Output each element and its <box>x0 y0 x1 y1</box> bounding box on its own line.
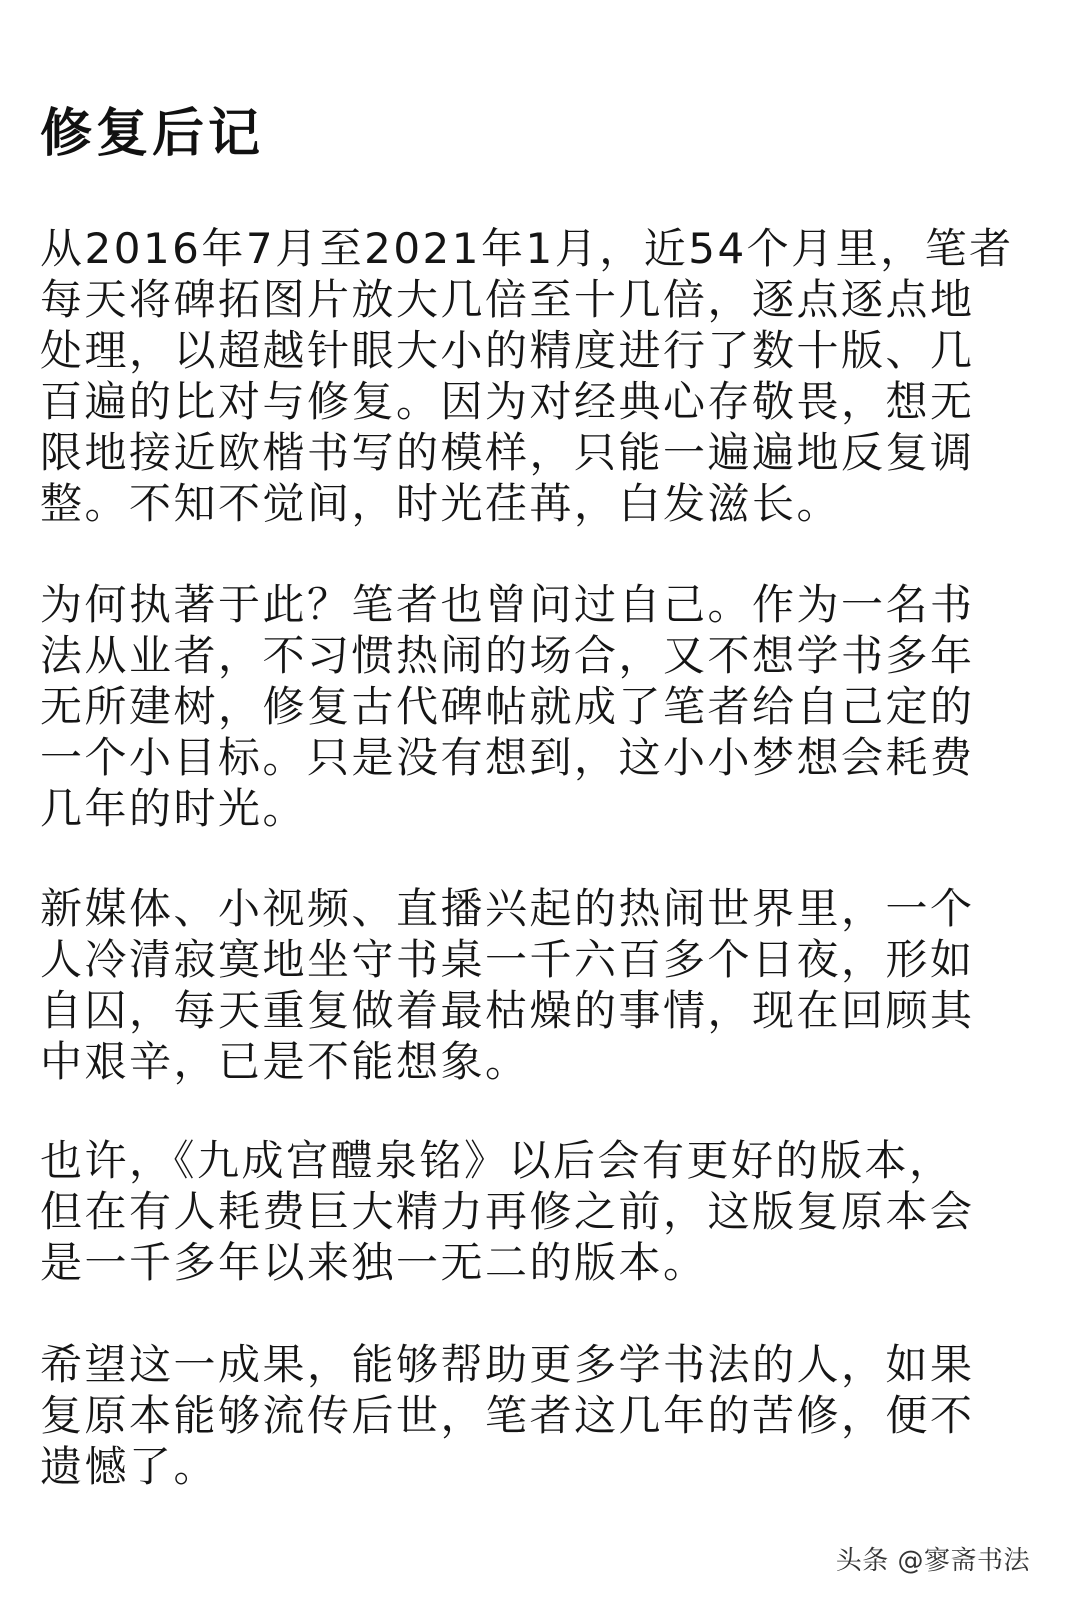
paragraph-4 <box>40 1135 1040 1288</box>
paragraph-1 <box>40 223 1040 529</box>
paragraph-line: 几年的时光。 <box>40 784 308 833</box>
paragraph-line: 每天将碑拓图片放大几倍至十几倍，逐点逐点地 <box>40 275 975 324</box>
paragraph-line: 为何执著于此？笔者也曾问过自己。作为一名书 <box>40 580 975 629</box>
paragraph-line: 百遍的比对与修复。因为对经典心存敬畏，想无 <box>40 377 975 426</box>
paragraph-line: 中艰辛，已是不能想象。 <box>40 1037 530 1086</box>
paragraph-5 <box>40 1339 1040 1492</box>
paragraph-line: 无所建树，修复古代碑帖就成了笔者给自己定的 <box>40 682 975 731</box>
paragraph-line: 希望这一成果，能够帮助更多学书法的人，如果 <box>40 1340 975 1389</box>
paragraph-line: 也许，《九成宫醴泉铭》以后会有更好的版本， <box>40 1136 954 1185</box>
source-watermark: 头条 @寥斋书法 <box>835 1546 1030 1576</box>
paragraph-line: 人冷清寂寞地坐守书桌一千六百多个日夜，形如 <box>40 935 975 984</box>
paragraph-line: 从2016年7月至2021年1月，近54个月里，笔者 <box>40 224 1014 273</box>
paragraph-line: 但在有人耗费巨大精力再修之前，这版复原本会 <box>40 1187 975 1236</box>
paragraph-line: 处理，以超越针眼大小的精度进行了数十版、几 <box>40 326 975 375</box>
paragraph-line: 新媒体、小视频、直播兴起的热闹世界里，一个 <box>40 884 975 933</box>
paragraph-line: 一个小目标。只是没有想到，这小小梦想会耗费 <box>40 733 975 782</box>
paragraph-3 <box>40 883 1040 1087</box>
paragraph-line: 整。不知不觉间，时光荏苒，白发滋长。 <box>40 479 842 528</box>
article-title: 修复后记 <box>40 104 265 164</box>
paragraph-line: 是一千多年以来独一无二的版本。 <box>40 1238 708 1287</box>
paragraph-line: 自囚，每天重复做着最枯燥的事情，现在回顾其 <box>40 986 975 1035</box>
paragraph-line: 限地接近欧楷书写的模样，只能一遍遍地反复调 <box>40 428 975 477</box>
paragraph-2 <box>40 579 1040 834</box>
paragraph-line: 遗憾了。 <box>40 1442 219 1491</box>
paragraph-line: 复原本能够流传后世，笔者这几年的苦修，便不 <box>40 1391 975 1440</box>
paragraph-line: 法从业者，不习惯热闹的场合，又不想学书多年 <box>40 631 975 680</box>
